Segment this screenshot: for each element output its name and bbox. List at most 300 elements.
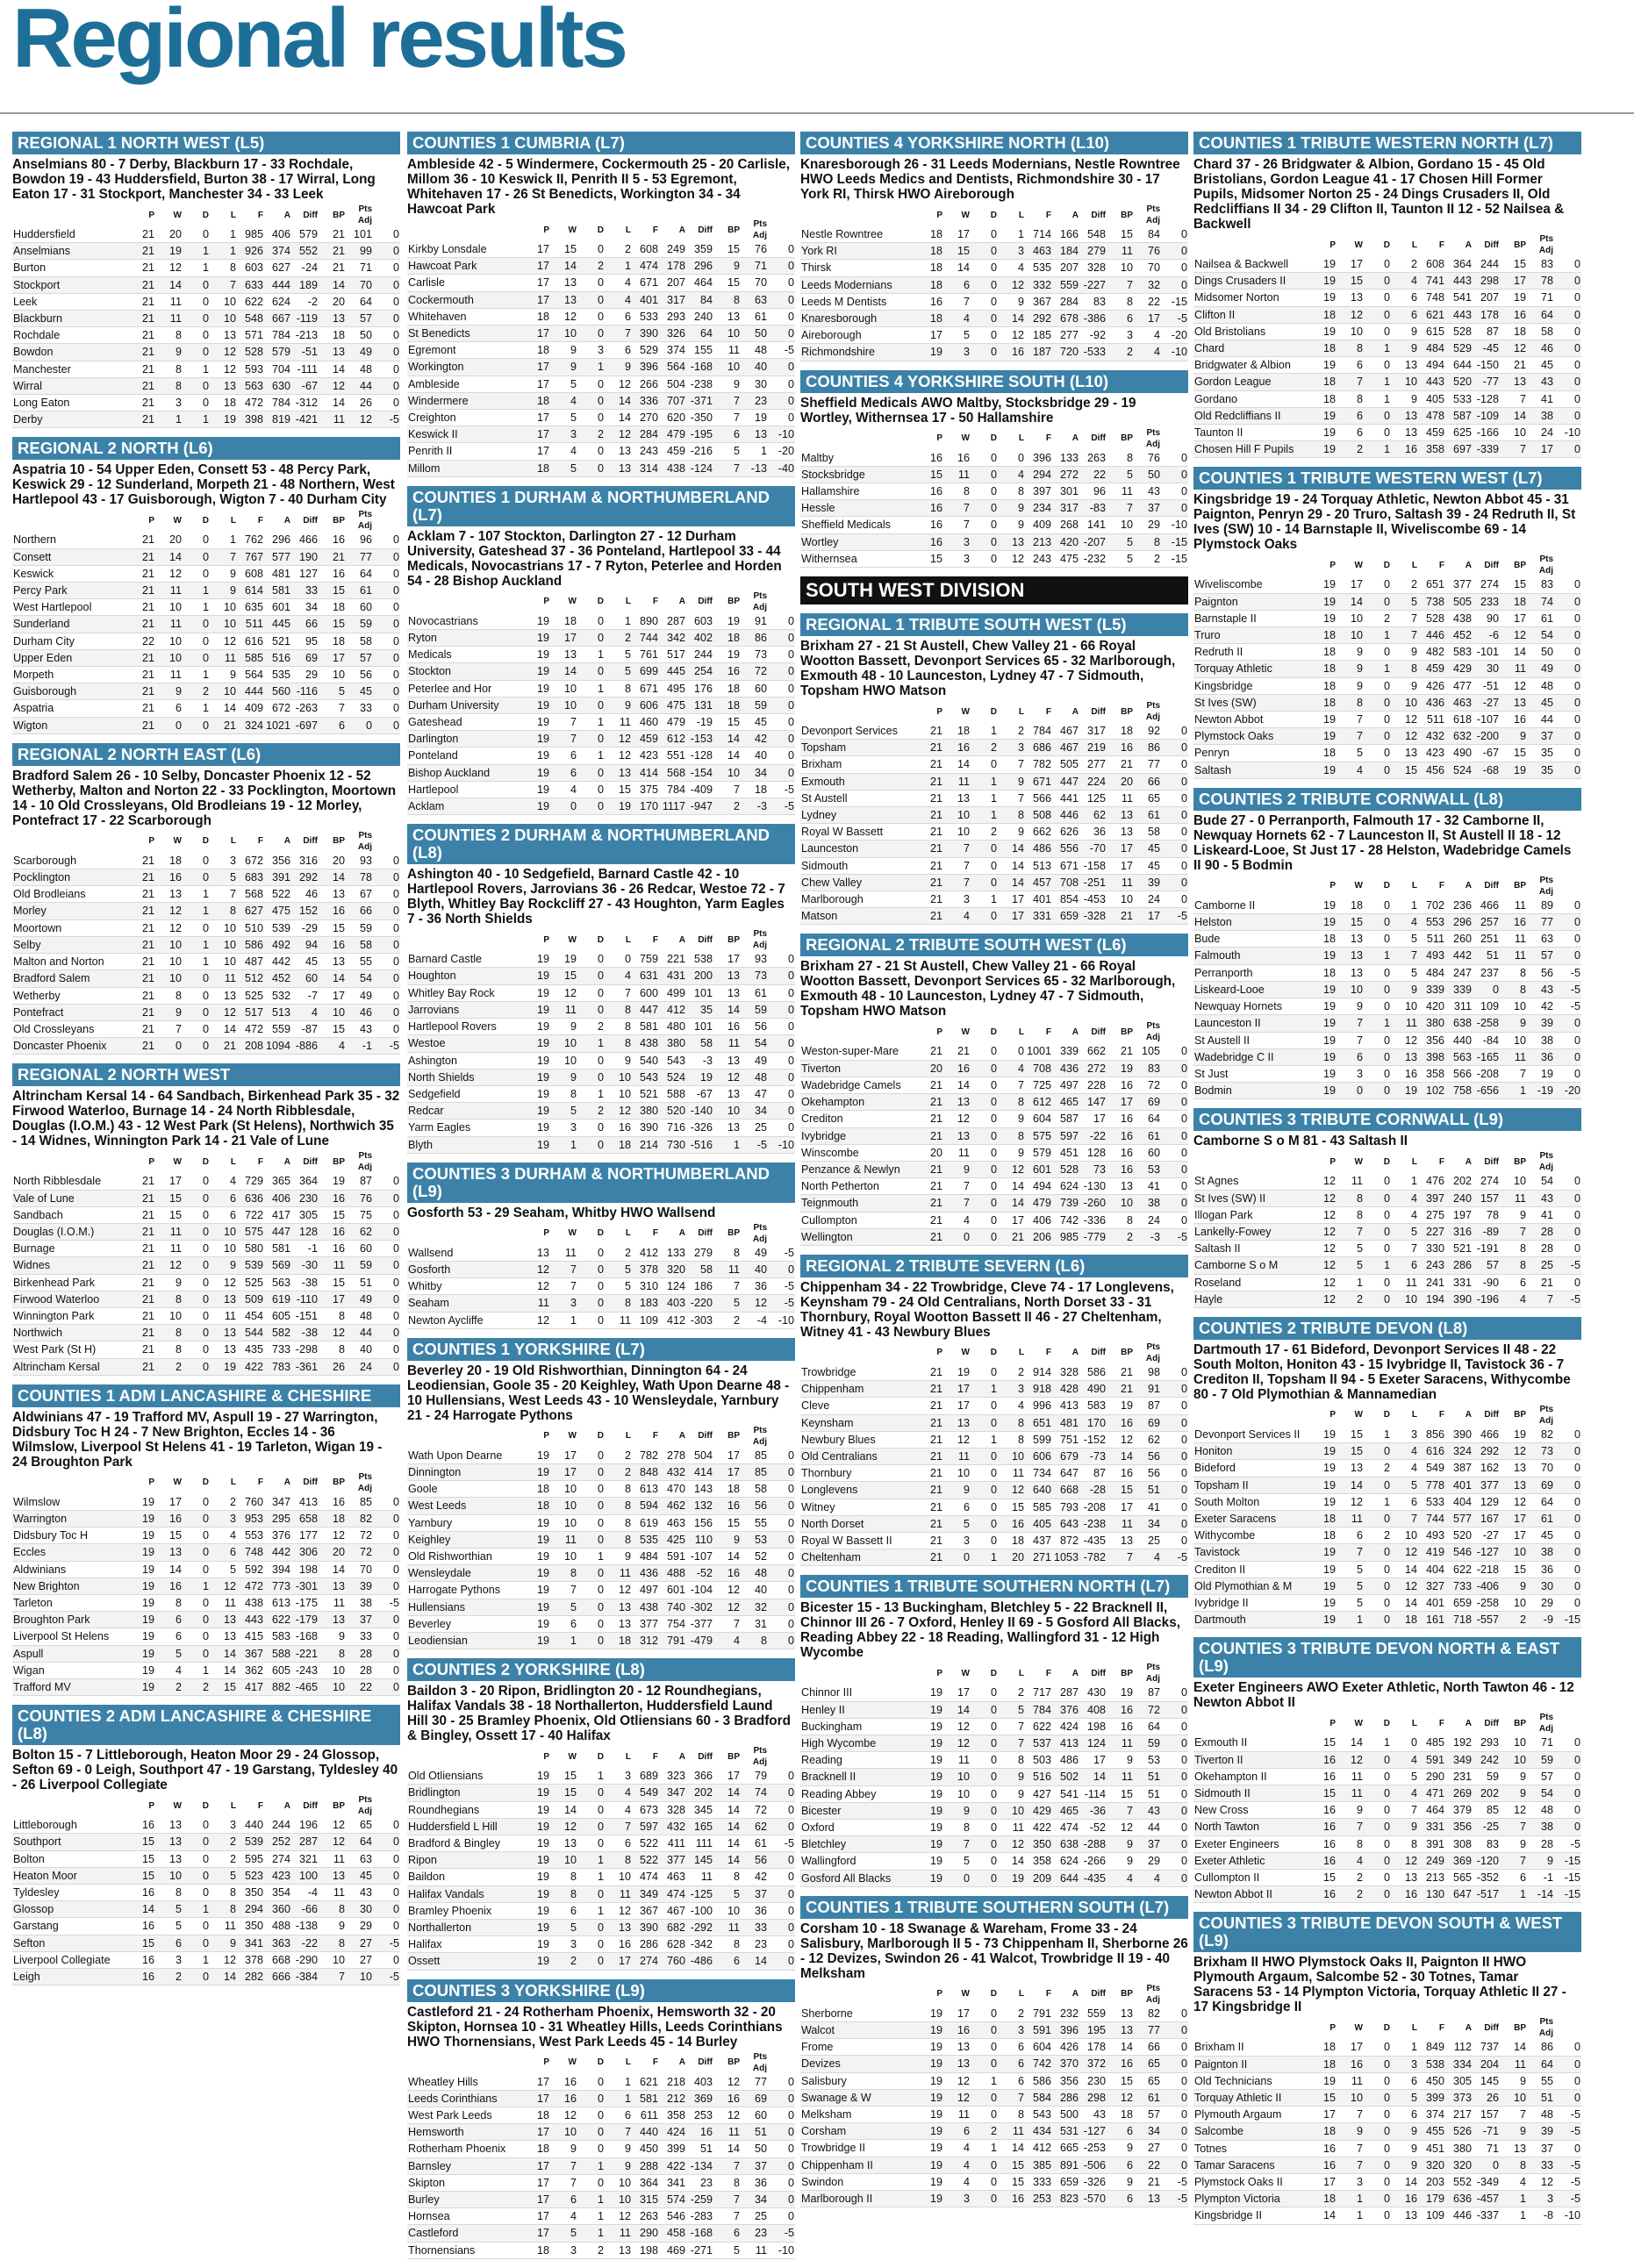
stat-cell: 10 bbox=[998, 1802, 1025, 1819]
stat-cell: -782 bbox=[1079, 1549, 1107, 1566]
team-name: Roundhegians bbox=[407, 1801, 523, 1818]
stat-cell: 14 bbox=[319, 395, 346, 411]
stat-cell: 189 bbox=[291, 276, 319, 293]
stat-cell: 45 bbox=[1134, 841, 1161, 857]
stat-cell: 4 bbox=[1391, 1751, 1418, 1768]
table-row bbox=[407, 1953, 795, 1970]
stat-cell: -5 bbox=[1554, 2157, 1581, 2173]
stat-cell: 244 bbox=[264, 1817, 291, 1834]
column-header: BP bbox=[1514, 1410, 1526, 1420]
stat-cell: 744 bbox=[1418, 1510, 1445, 1527]
stat-cell: 854 bbox=[1052, 891, 1079, 908]
stat-cell: 17 bbox=[713, 1448, 741, 1464]
stat-cell: 4 bbox=[1337, 762, 1364, 778]
stat-cell: -5 bbox=[768, 1835, 795, 1851]
team-name: Wilmslow bbox=[12, 1494, 128, 1511]
stat-cell: 19 bbox=[916, 1819, 943, 1835]
stat-cell: 12 bbox=[210, 1274, 237, 1291]
stat-cell: 0 bbox=[971, 1532, 998, 1549]
stat-cell: 603 bbox=[237, 260, 264, 276]
stat-cell: 722 bbox=[237, 1206, 264, 1223]
stat-cell: 15 bbox=[1107, 226, 1134, 243]
table-row bbox=[12, 1662, 400, 1678]
stat-cell: 23 bbox=[741, 2225, 768, 2242]
stat-cell: 19 bbox=[155, 243, 183, 260]
stat-cell: 7 bbox=[713, 2192, 741, 2208]
stat-cell: 549 bbox=[632, 1785, 659, 1801]
team-name: Old Redcliffians II bbox=[1193, 407, 1309, 424]
table-row bbox=[800, 1381, 1188, 1398]
stat-cell: 13 bbox=[1500, 1460, 1527, 1477]
stat-cell: 0 bbox=[373, 1645, 400, 1662]
stat-cell: 503 bbox=[1025, 1752, 1052, 1769]
stat-cell: 486 bbox=[1025, 841, 1052, 857]
stat-cell: 16 bbox=[686, 2124, 713, 2141]
stat-cell: 7 bbox=[943, 857, 971, 874]
stat-cell: 53 bbox=[1134, 1752, 1161, 1769]
stat-cell: 528 bbox=[1445, 323, 1473, 340]
column-header: D bbox=[597, 1228, 604, 1239]
stat-cell: 437 bbox=[1025, 1532, 1052, 1549]
stat-cell: 14 bbox=[943, 756, 971, 773]
stat-cell: 4 bbox=[605, 1801, 632, 1818]
stat-cell: 0 bbox=[768, 1801, 795, 1818]
stat-cell: 476 bbox=[1418, 1173, 1445, 1190]
stat-cell: 375 bbox=[632, 781, 659, 798]
stat-cell: 19 bbox=[523, 663, 550, 680]
stat-cell: 16 bbox=[1309, 1835, 1337, 1852]
stat-cell: -125 bbox=[686, 1885, 713, 1902]
stat-cell: 16 bbox=[1309, 1886, 1337, 1903]
stat-cell: 37 bbox=[1527, 2140, 1554, 2157]
column-header: BP bbox=[1514, 1718, 1526, 1728]
stat-cell: 8 bbox=[943, 1819, 971, 1835]
stat-cell: 8 bbox=[210, 903, 237, 919]
stat-cell: 1 bbox=[1337, 1274, 1364, 1291]
stat-cell: 16 bbox=[1500, 306, 1527, 323]
stat-cell: 3 bbox=[210, 1510, 237, 1527]
stat-cell: 0 bbox=[183, 1307, 210, 1324]
stat-cell: 9 bbox=[1500, 1206, 1527, 1223]
stat-cell: 21 bbox=[128, 243, 155, 260]
stat-cell: 56 bbox=[1527, 964, 1554, 981]
stat-cell: -87 bbox=[291, 1020, 319, 1037]
stat-cell: 0 bbox=[1364, 323, 1391, 340]
stat-cell: 730 bbox=[659, 1136, 686, 1153]
table-row bbox=[800, 1077, 1188, 1093]
stat-cell: 0 bbox=[1161, 1752, 1188, 1769]
stat-cell: 13 bbox=[210, 1291, 237, 1307]
table-row bbox=[800, 2191, 1188, 2207]
league-title: COUNTIES 4 YORKSHIRE SOUTH (L10) bbox=[800, 370, 1188, 393]
stat-cell: 17 bbox=[523, 2192, 550, 2208]
stat-cell: 10 bbox=[155, 936, 183, 953]
stat-cell: 603 bbox=[686, 613, 713, 630]
team-name: South Molton bbox=[1193, 1493, 1309, 1510]
team-name: West Park (St H) bbox=[12, 1341, 128, 1358]
stat-cell: 474 bbox=[632, 258, 659, 275]
column-header: D bbox=[1383, 560, 1390, 570]
table-row bbox=[407, 376, 795, 392]
stat-cell: 18 bbox=[1309, 2039, 1337, 2056]
column-header: Diff bbox=[1091, 706, 1106, 717]
table-row bbox=[407, 2124, 795, 2141]
table-row bbox=[800, 276, 1188, 293]
stat-cell: 493 bbox=[1418, 1528, 1445, 1544]
table-row bbox=[800, 908, 1188, 925]
column-header: Diff bbox=[698, 934, 713, 945]
stat-cell: 0 bbox=[1161, 2107, 1188, 2123]
stat-cell: 13 bbox=[1500, 694, 1527, 711]
stat-cell: 11 bbox=[155, 583, 183, 599]
stat-cell: 56 bbox=[1134, 1465, 1161, 1482]
stat-cell: 591 bbox=[1025, 2022, 1052, 2039]
stat-cell: 8 bbox=[605, 1531, 632, 1548]
stat-cell: 18 bbox=[1309, 627, 1337, 644]
stat-cell: 308 bbox=[1445, 1835, 1473, 1852]
stat-cell: 358 bbox=[1418, 441, 1445, 458]
stat-cell: 0 bbox=[183, 1645, 210, 1662]
stat-cell: 49 bbox=[1527, 661, 1554, 677]
column-header: W bbox=[961, 210, 970, 220]
stat-cell: 1 bbox=[1391, 2039, 1418, 2056]
team-name: Cullompton bbox=[800, 1212, 916, 1228]
stat-cell: 13 bbox=[1337, 290, 1364, 306]
stat-cell: 13 bbox=[1391, 1048, 1418, 1065]
stat-cell: 419 bbox=[1418, 1544, 1445, 1561]
stat-cell: -22 bbox=[1079, 1127, 1107, 1144]
stat-cell: 19 bbox=[128, 1645, 155, 1662]
column-header: A bbox=[283, 1800, 290, 1811]
table-row bbox=[1193, 1065, 1581, 1082]
stat-cell: 2 bbox=[1107, 1228, 1134, 1245]
stat-cell: -339 bbox=[1473, 441, 1500, 458]
stat-cell: 533 bbox=[1418, 1493, 1445, 1510]
stat-cell: -4 bbox=[741, 1312, 768, 1328]
stat-cell: 19 bbox=[916, 344, 943, 361]
stat-cell: 1 bbox=[577, 1869, 605, 1885]
stat-cell: 0 bbox=[373, 1544, 400, 1561]
stat-cell: 21 bbox=[128, 548, 155, 565]
table-row bbox=[1193, 1819, 1581, 1835]
stat-cell: 7 bbox=[1337, 728, 1364, 745]
stat-cell: 21 bbox=[128, 1241, 155, 1257]
league-table bbox=[407, 1425, 795, 1649]
stat-cell: 0 bbox=[1161, 483, 1188, 500]
stat-cell: 0 bbox=[1554, 1460, 1581, 1477]
stat-cell: 15 bbox=[713, 714, 741, 731]
stat-cell: 14 bbox=[998, 857, 1025, 874]
stat-cell: 0 bbox=[1161, 1870, 1188, 1886]
stat-cell: -5 bbox=[1161, 2191, 1188, 2207]
stat-cell: 0 bbox=[971, 1144, 998, 1161]
table-row bbox=[800, 2089, 1188, 2106]
stat-cell: 436 bbox=[1052, 1060, 1079, 1077]
team-name: Aireborough bbox=[800, 327, 916, 344]
stat-cell: 7 bbox=[1337, 712, 1364, 728]
stat-cell: 17 bbox=[523, 2174, 550, 2191]
stat-cell: 0 bbox=[971, 1094, 998, 1111]
stat-cell: 12 bbox=[713, 2107, 741, 2124]
stat-cell: 0 bbox=[577, 1953, 605, 1970]
stat-cell: 0 bbox=[1554, 1173, 1581, 1190]
team-name: Old Bristolians bbox=[1193, 323, 1309, 340]
stat-cell: 17 bbox=[943, 1685, 971, 1701]
stat-cell: 316 bbox=[291, 853, 319, 869]
stat-cell: 17 bbox=[523, 2157, 550, 2174]
stat-cell: 0 bbox=[1554, 323, 1581, 340]
stat-cell: 4 bbox=[1500, 1291, 1527, 1307]
stat-cell: 207 bbox=[659, 275, 686, 291]
stat-cell: 13 bbox=[1500, 2140, 1527, 2157]
stat-cell: 19 bbox=[916, 2123, 943, 2140]
stat-cell: 13 bbox=[1107, 1178, 1134, 1195]
stat-cell: 13 bbox=[155, 1850, 183, 1867]
stat-cell: 11 bbox=[998, 1465, 1025, 1482]
stat-cell: 0 bbox=[1554, 390, 1581, 407]
team-name: North Ribblesdale bbox=[12, 1173, 128, 1190]
league-table bbox=[12, 830, 400, 1055]
stat-cell: 4 bbox=[319, 1038, 346, 1055]
stat-cell: 14 bbox=[128, 1901, 155, 1918]
stat-cell: 8 bbox=[155, 1291, 183, 1307]
stat-cell: 19 bbox=[916, 1701, 943, 1718]
stat-cell: 1 bbox=[577, 1085, 605, 1102]
stat-cell: 517 bbox=[237, 1004, 264, 1020]
stat-cell: 2 bbox=[713, 798, 741, 815]
column-header: A bbox=[678, 2057, 685, 2068]
stat-cell: 2 bbox=[998, 1685, 1025, 1701]
stat-cell: -342 bbox=[686, 1936, 713, 1953]
stat-cell: 20 bbox=[916, 1060, 943, 1077]
stat-cell: 12 bbox=[1391, 728, 1418, 745]
stat-cell: 497 bbox=[632, 1582, 659, 1599]
team-name: Royal W Bassett II bbox=[800, 1532, 916, 1549]
stat-cell: 61 bbox=[741, 984, 768, 1001]
stat-cell: 0 bbox=[1364, 1477, 1391, 1493]
stat-cell: 13 bbox=[319, 1867, 346, 1884]
stat-cell: 0 bbox=[1554, 931, 1581, 948]
stat-cell: 0 bbox=[1554, 1735, 1581, 1751]
stat-cell: 7 bbox=[1107, 500, 1134, 517]
stat-cell: 21 bbox=[128, 1341, 155, 1358]
stat-cell: -66 bbox=[291, 1901, 319, 1918]
team-name: Topsham bbox=[800, 740, 916, 756]
stat-cell: 0 bbox=[1161, 1532, 1188, 1549]
stat-cell: 4 bbox=[210, 1528, 237, 1544]
stat-cell: 21 bbox=[916, 1515, 943, 1532]
stat-cell: 0 bbox=[373, 1325, 400, 1341]
stat-cell: 12 bbox=[1391, 1544, 1418, 1561]
stat-cell: 1 bbox=[1364, 1015, 1391, 1032]
stat-cell: 1 bbox=[1500, 1083, 1527, 1099]
team-name: Malton and Norton bbox=[12, 954, 128, 970]
stat-cell: 10 bbox=[1337, 981, 1364, 998]
table-row bbox=[1193, 1032, 1581, 1048]
stat-cell: 295 bbox=[264, 1510, 291, 1527]
table-row bbox=[1193, 2107, 1581, 2123]
stat-cell: 505 bbox=[1052, 756, 1079, 773]
stat-cell: 17 bbox=[155, 1173, 183, 1190]
stat-cell: 230 bbox=[291, 1190, 319, 1206]
stat-cell: 619 bbox=[264, 1291, 291, 1307]
stat-cell: -216 bbox=[686, 443, 713, 460]
stat-cell: 404 bbox=[1445, 1493, 1473, 1510]
stat-cell: 0 bbox=[1161, 740, 1188, 756]
table-row bbox=[1193, 390, 1581, 407]
stat-cell: 8 bbox=[943, 483, 971, 500]
stat-cell: 128 bbox=[1079, 1144, 1107, 1161]
stat-cell: 3 bbox=[550, 2242, 577, 2258]
stat-cell: 19 bbox=[1527, 1065, 1554, 1082]
stat-cell: -200 bbox=[1473, 728, 1500, 745]
column-header: W bbox=[1354, 1718, 1363, 1728]
stat-cell: 19 bbox=[1107, 1060, 1134, 1077]
team-name: Hallamshire bbox=[800, 483, 916, 500]
table-row bbox=[1193, 694, 1581, 711]
stat-cell: 12 bbox=[998, 1161, 1025, 1177]
column-header: BP bbox=[333, 1800, 345, 1811]
match-results: Castleford 21 - 24 Rotherham Phoenix, Hemsworth 32 - 20 Skipton, Hornsea 10 - 31 Wheatley Hills, Leeds Corinthians HWO Thornensians, West Park Leeds 45 - 14 Burley bbox=[407, 2004, 783, 2050]
table-row bbox=[12, 327, 400, 344]
league-title: COUNTIES 1 TRIBUTE WESTERN WEST (L7) bbox=[1193, 467, 1581, 490]
stat-cell: 0 bbox=[1364, 1048, 1391, 1065]
stat-cell: 13 bbox=[1391, 407, 1418, 424]
column-header: A bbox=[1071, 1348, 1079, 1358]
stat-cell: 44 bbox=[346, 1325, 373, 1341]
stat-cell: 450 bbox=[632, 2141, 659, 2157]
stat-cell: 21 bbox=[916, 891, 943, 908]
table-row bbox=[800, 1769, 1188, 1785]
stat-cell: 5 bbox=[1337, 1578, 1364, 1594]
stat-cell: 127 bbox=[291, 565, 319, 582]
stat-cell: 45 bbox=[346, 683, 373, 700]
stat-cell: 84 bbox=[686, 291, 713, 308]
stat-cell: 40 bbox=[741, 748, 768, 764]
stat-cell: 11 bbox=[1107, 1769, 1134, 1785]
stat-cell: 372 bbox=[1079, 2056, 1107, 2072]
stat-cell: 0 bbox=[971, 756, 998, 773]
team-name: Stocksbridge bbox=[800, 466, 916, 483]
team-name: Camborne S o M bbox=[1193, 1257, 1309, 1274]
team-name: Upper Eden bbox=[12, 649, 128, 666]
stat-cell: 474 bbox=[659, 1885, 686, 1902]
team-column-header bbox=[12, 830, 128, 853]
stat-cell: 679 bbox=[1052, 1448, 1079, 1464]
stat-cell: 0 bbox=[1161, 1094, 1188, 1111]
stat-cell: -292 bbox=[686, 1920, 713, 1936]
stat-cell: 19 bbox=[523, 731, 550, 748]
stat-cell: -92 bbox=[1079, 327, 1107, 344]
stat-cell: 0 bbox=[183, 1612, 210, 1628]
stat-cell: 543 bbox=[659, 1052, 686, 1069]
stat-cell: 469 bbox=[659, 2242, 686, 2258]
stat-cell: 0 bbox=[1554, 1493, 1581, 1510]
table-row bbox=[1193, 1510, 1581, 1527]
stat-cell: 778 bbox=[1418, 1477, 1445, 1493]
stat-cell: 21 bbox=[128, 700, 155, 717]
stat-cell: 4 bbox=[550, 2208, 577, 2225]
stat-cell: 19 bbox=[1309, 762, 1337, 778]
stat-cell: 21 bbox=[916, 1549, 943, 1566]
stat-cell: 15 bbox=[1107, 1482, 1134, 1499]
stat-cell: 540 bbox=[632, 1052, 659, 1069]
table-row bbox=[12, 548, 400, 565]
stat-cell: 16 bbox=[1107, 740, 1134, 756]
stat-cell: 18 bbox=[523, 2242, 550, 2258]
stat-cell: 10 bbox=[605, 2174, 632, 2191]
table-row bbox=[800, 1212, 1188, 1228]
table-row bbox=[407, 1463, 795, 1480]
table-row bbox=[12, 1628, 400, 1645]
league-section bbox=[1193, 132, 1581, 458]
stat-cell: 14 bbox=[998, 1853, 1025, 1870]
stat-cell: 0 bbox=[768, 2208, 795, 2225]
stat-cell: 463 bbox=[659, 1514, 686, 1531]
stat-cell: 16 bbox=[550, 2074, 577, 2091]
stat-cell: 166 bbox=[1052, 226, 1079, 243]
table-row bbox=[1193, 914, 1581, 931]
stat-cell: -166 bbox=[1473, 425, 1500, 441]
stat-cell: 15 bbox=[128, 1935, 155, 1951]
table-row bbox=[12, 293, 400, 310]
stat-cell: 480 bbox=[659, 1019, 686, 1035]
stat-cell: 19 bbox=[523, 1052, 550, 1069]
stat-cell: 11 bbox=[1391, 1015, 1418, 1032]
match-results: Chard 37 - 26 Bridgwater & Albion, Gordano 15 - 45 Old Bristolians, Gordon League 41 - 17 Chosen Hill Former Pupils, Midsomer Norton 25 - 24 Dings Crusaders II, Old Redcliffians II 34 - 29 Clifton II, Taunton II 12 - 52 Nailsea & Backwell bbox=[1193, 157, 1565, 232]
column-header: Diff bbox=[1091, 1027, 1106, 1037]
stat-cell: 8 bbox=[713, 1869, 741, 1885]
stat-cell: 411 bbox=[659, 1835, 686, 1851]
team-name: Maltby bbox=[800, 450, 916, 467]
stat-cell: 0 bbox=[373, 919, 400, 936]
stat-cell: -486 bbox=[686, 1953, 713, 1970]
stat-cell: 18 bbox=[1391, 1612, 1418, 1628]
stat-cell: 18 bbox=[998, 1532, 1025, 1549]
stat-cell: 98 bbox=[1134, 1364, 1161, 1381]
stat-cell: 10 bbox=[605, 1069, 632, 1085]
stat-cell: 5 bbox=[1391, 931, 1418, 948]
stat-cell: -5 bbox=[1554, 2174, 1581, 2191]
stat-cell: 18 bbox=[1309, 1510, 1337, 1527]
stat-cell: 12 bbox=[319, 377, 346, 394]
stat-cell: 13 bbox=[1107, 2006, 1134, 2022]
stat-cell: 0 bbox=[1161, 1701, 1188, 1718]
stat-cell: 0 bbox=[1161, 1685, 1188, 1701]
column-header: F bbox=[1438, 1156, 1444, 1167]
team-name: Northallerton bbox=[407, 1920, 523, 1936]
stat-cell: -114 bbox=[1079, 1785, 1107, 1802]
stat-cell: 3 bbox=[943, 344, 971, 361]
stat-cell: 10 bbox=[319, 1004, 346, 1020]
stat-cell: 413 bbox=[291, 1494, 319, 1511]
stat-cell: 0 bbox=[183, 1223, 210, 1240]
stat-cell: 2 bbox=[971, 824, 998, 841]
table-row bbox=[1193, 1274, 1581, 1291]
stat-cell: 0 bbox=[971, 1701, 998, 1718]
stat-cell: 19 bbox=[916, 2022, 943, 2039]
stat-cell: 14 bbox=[550, 663, 577, 680]
column-header: L bbox=[625, 2057, 631, 2068]
stat-cell: 21 bbox=[128, 936, 155, 953]
stat-cell: 14 bbox=[713, 1548, 741, 1564]
stat-cell: -151 bbox=[291, 1307, 319, 1324]
stat-cell: 1 bbox=[1364, 374, 1391, 390]
column-header: Diff bbox=[303, 1477, 318, 1488]
stat-cell: 5 bbox=[943, 327, 971, 344]
stat-cell: 707 bbox=[659, 392, 686, 409]
column-header: W bbox=[1354, 560, 1363, 570]
